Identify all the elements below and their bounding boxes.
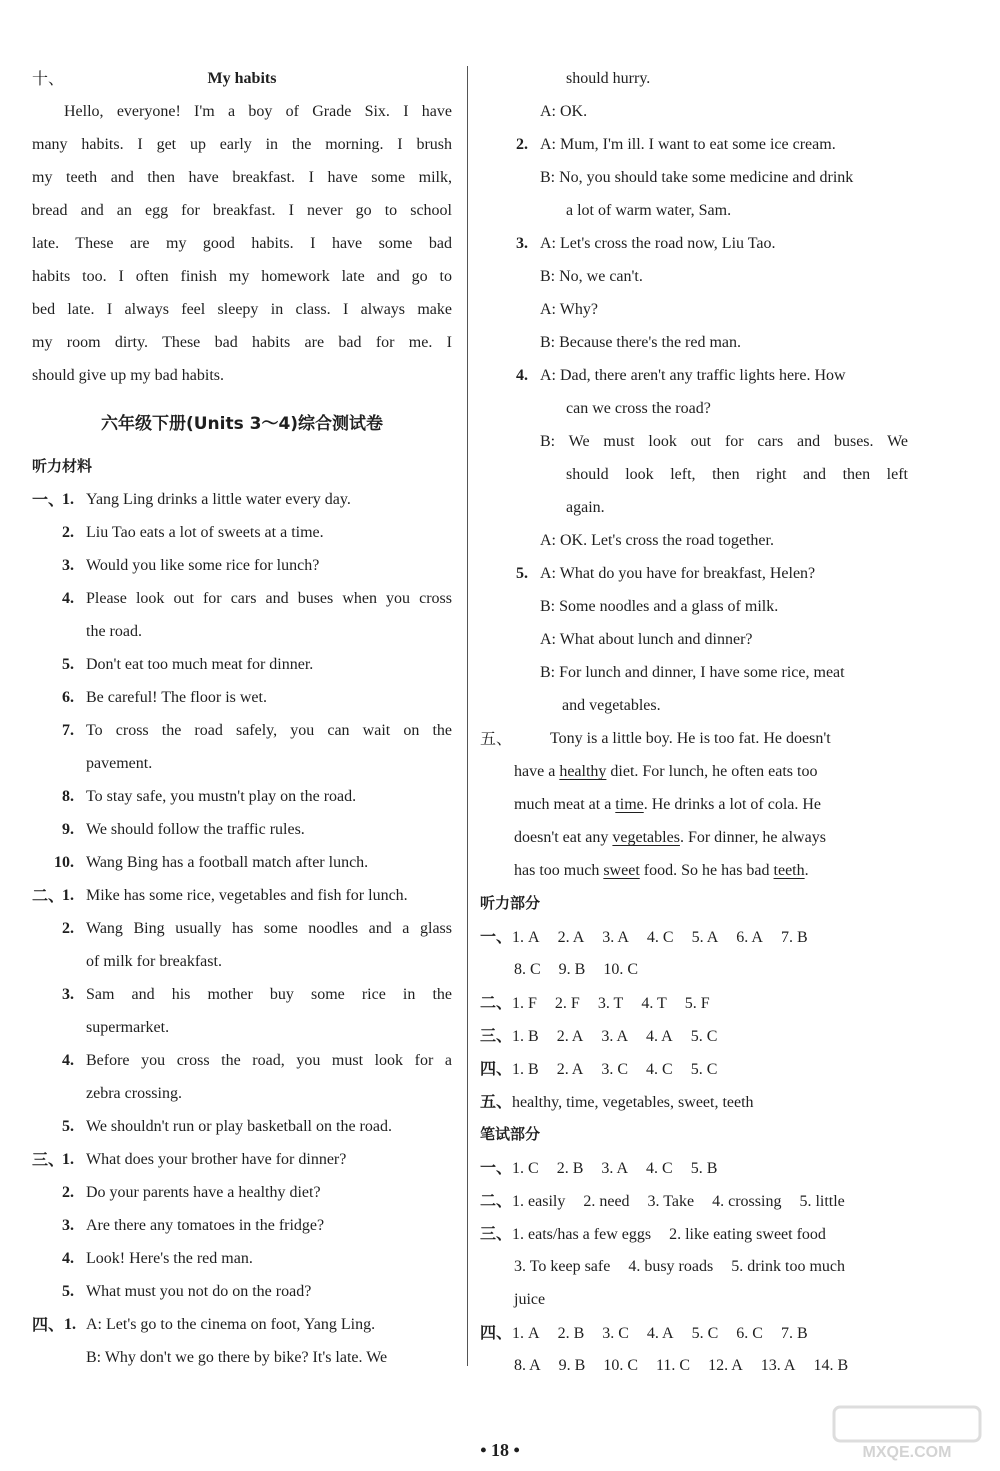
underlined-word: teeth xyxy=(773,862,805,879)
section-marker: 三、 xyxy=(480,1224,513,1243)
answer-row xyxy=(480,920,908,953)
list-item-line xyxy=(32,483,452,516)
answer-item: 5. C xyxy=(690,1061,718,1078)
list-item-line xyxy=(32,1077,452,1110)
list-item-line xyxy=(32,912,452,945)
section-marker: 四、 xyxy=(480,1059,513,1078)
dialog-line: A: OK. xyxy=(540,103,588,120)
answer-item: 4. A xyxy=(646,1325,674,1342)
answer-item: 6. C xyxy=(736,1325,763,1342)
answer-item: 3. A xyxy=(601,1160,629,1177)
essay-line: my room dirty. These bad habits are bad for me. I xyxy=(32,334,452,351)
dialog-line xyxy=(480,227,908,260)
item-text: We should follow the traffic rules. xyxy=(86,821,305,838)
essay-title-row xyxy=(32,62,452,95)
column-divider xyxy=(467,66,468,1366)
item-number: 4. xyxy=(62,1052,74,1069)
answer-row xyxy=(480,1085,908,1118)
answer-item: 2. B xyxy=(556,1160,584,1177)
item-number: 7. xyxy=(62,722,74,739)
passage-text: . For dinner, he always xyxy=(679,829,826,846)
dialog-line: again. xyxy=(566,499,605,516)
item-text: We shouldn't run or play basketball on the road. xyxy=(86,1118,392,1135)
section-marker: 二、 xyxy=(32,886,65,905)
item-text: Be careful! The floor is wet. xyxy=(86,689,267,706)
essay-line: habits too. I often finish my homework late and go to xyxy=(32,268,452,285)
dialog-line: and vegetables. xyxy=(562,697,661,714)
essay-line: bread and an egg for breakfast. I never go to school xyxy=(32,202,452,219)
section-marker: 五、 xyxy=(480,729,513,748)
answer-item: 3. A xyxy=(601,1028,629,1045)
item-text: Don't eat too much meat for dinner. xyxy=(86,656,314,673)
item-text: Yang Ling drinks a little water every day. xyxy=(86,491,351,508)
item-text: Mike has some rice, vegetables and fish for lunch. xyxy=(86,887,408,904)
answer-item: 8. C xyxy=(514,961,541,978)
answer-item: 3. A xyxy=(602,929,629,946)
section-marker: 二、 xyxy=(480,1191,513,1210)
answer-item: 4. T xyxy=(641,995,667,1012)
section-marker: 二、 xyxy=(480,993,513,1012)
answer-item: 2. B xyxy=(557,1325,585,1342)
dialog-text: A: Dad, there aren't any traffic lights here. How xyxy=(540,367,846,384)
dialog-line: B: No, you should take some medicine and drink xyxy=(540,169,854,186)
left-column xyxy=(32,62,452,1374)
dialog-line: B: No, we can't. xyxy=(540,268,643,285)
list-item-line xyxy=(32,1011,452,1044)
dialog-line: B: Why don't we go there by bike? It's late. We xyxy=(86,1349,388,1366)
test-title: 六年级下册(Units 3～4)综合测试卷 xyxy=(100,414,384,434)
answer-group xyxy=(512,1193,863,1210)
essay-line: Hello, everyone! I'm a boy of Grade Six. I have xyxy=(64,103,452,120)
list-item-line xyxy=(32,1242,452,1275)
dialog-text: A: What do you have for breakfast, Helen? xyxy=(540,565,816,582)
passage-text: Tony is a little boy. He is too fat. He doesn't xyxy=(550,730,831,747)
passage-line xyxy=(480,821,908,854)
dialog-line: B: Because there's the red man. xyxy=(540,334,742,351)
essay-line: my teeth and then have breakfast. I have some milk, xyxy=(32,169,452,186)
section-3 xyxy=(32,1143,452,1308)
item-number: 4. xyxy=(62,590,74,607)
list-item-line xyxy=(32,516,452,549)
underlined-word: vegetables xyxy=(612,829,680,846)
answer-item: 2. need xyxy=(583,1193,630,1210)
answer-row xyxy=(480,1052,908,1085)
item-text: What must you not do on the road? xyxy=(86,1283,312,1300)
passage-line xyxy=(480,755,908,788)
item-text: Are there any tomatoes in the fridge? xyxy=(86,1217,325,1234)
dialog-line: A: OK. Let's cross the road together. xyxy=(540,532,774,549)
item-text: What does your brother have for dinner? xyxy=(86,1151,347,1168)
item-number: 3. xyxy=(62,986,74,1003)
answer-group xyxy=(512,1226,844,1243)
answer-row xyxy=(480,1349,908,1382)
item-text: of milk for breakfast. xyxy=(86,953,222,970)
answer-row xyxy=(480,1250,908,1283)
answer-item: 5. little xyxy=(799,1193,845,1210)
item-number: 3. xyxy=(62,557,74,574)
answer-group xyxy=(514,1357,866,1374)
dialog-line: should look left, then right and then left xyxy=(566,466,908,483)
answer-row xyxy=(480,953,908,986)
passage-line xyxy=(480,722,908,755)
dialog-line xyxy=(480,557,908,590)
list-item-line xyxy=(32,1044,452,1077)
answer-item: 4. crossing xyxy=(712,1193,782,1210)
answer-item: 4. C xyxy=(646,1061,673,1078)
item-number: 5. xyxy=(62,656,74,673)
item-number: 5. xyxy=(62,1283,74,1300)
item-text: Do your parents have a healthy diet? xyxy=(86,1184,321,1201)
list-item-line xyxy=(32,714,452,747)
watermark-logo xyxy=(832,1405,982,1461)
item-text: Before you cross the road, you must look for a xyxy=(86,1052,452,1069)
underlined-word: healthy xyxy=(559,763,607,780)
answer-row xyxy=(480,1316,908,1349)
dialog-text: A: Let's go to the cinema on foot, Yang Ling. xyxy=(86,1316,376,1333)
item-number: 2. xyxy=(62,920,74,937)
item-number: 8. xyxy=(62,788,74,805)
answer-item: 8. A xyxy=(514,1357,541,1374)
dialog-line: A: Why? xyxy=(540,301,598,318)
answer-item: 5. A xyxy=(691,929,719,946)
answer-item: 4. C xyxy=(646,929,674,946)
passage-line xyxy=(480,854,908,887)
essay-line: should give up my bad habits. xyxy=(32,367,224,384)
answer-item: 2. F xyxy=(554,995,580,1012)
item-number: 4. xyxy=(516,367,528,384)
answer-item: 7. B xyxy=(780,929,808,946)
section-marker: 一、 xyxy=(480,927,513,946)
answer-item: 5. F xyxy=(684,995,710,1012)
list-item-line xyxy=(32,1275,452,1308)
list-item-line xyxy=(32,780,452,813)
list-item-line xyxy=(32,549,452,582)
passage-text: doesn't eat any xyxy=(514,829,613,846)
answer-item: 2. A xyxy=(557,929,585,946)
listening-part-heading: 听力部分 xyxy=(480,894,541,912)
list-item-line xyxy=(32,615,452,648)
answer-group xyxy=(512,1028,735,1045)
item-text: the road. xyxy=(86,623,142,640)
passage-text: food. So he has bad xyxy=(639,862,774,879)
dialog-line: can we cross the road? xyxy=(566,400,711,417)
answer-item: 7. B xyxy=(780,1325,808,1342)
section-marker: 四、 xyxy=(32,1315,65,1334)
answer-item: 2. A xyxy=(556,1061,584,1078)
answer-item: 6. A xyxy=(736,929,763,946)
item-text: Liu Tao eats a lot of sweets at a time. xyxy=(86,524,324,541)
passage-text: . xyxy=(804,862,809,879)
section-marker: 一、 xyxy=(32,490,65,509)
dialog-line: B: Some noodles and a glass of milk. xyxy=(540,598,779,615)
answer-item: 9. B xyxy=(558,1357,586,1374)
essay-line: bed late. I always feel sleepy in class. I always make xyxy=(32,301,452,318)
answer-row xyxy=(480,1184,908,1217)
item-text: Wang Bing has a football match after lunch. xyxy=(86,854,369,871)
right-column xyxy=(480,62,908,1382)
section-marker: 一、 xyxy=(480,1158,513,1177)
item-text: zebra crossing. xyxy=(86,1085,182,1102)
answer-item: 5. B xyxy=(690,1160,718,1177)
item-number: 3. xyxy=(516,235,528,252)
item-text: Would you like some rice for lunch? xyxy=(86,557,320,574)
answer-group xyxy=(512,1325,826,1342)
answer-item: 1. A xyxy=(512,1325,540,1342)
answer-row xyxy=(480,1019,908,1052)
answer-item: 5. C xyxy=(690,1028,718,1045)
answer-item: 1. B xyxy=(512,1028,539,1045)
answer-item: 10. C xyxy=(603,961,639,978)
section-marker: 四、 xyxy=(480,1323,513,1342)
answer-item: 3. C xyxy=(601,1061,629,1078)
answer-item: 3. C xyxy=(602,1325,629,1342)
item-number: 5. xyxy=(516,565,528,582)
answer-group xyxy=(512,1160,735,1177)
item-number: 2. xyxy=(62,1184,74,1201)
item-text: Look! Here's the red man. xyxy=(86,1250,253,1267)
answer-item: 5. C xyxy=(691,1325,719,1342)
item-text: Please look out for cars and buses when you cross xyxy=(86,590,452,607)
item-number: 1. xyxy=(62,887,74,904)
item-number: 9. xyxy=(62,821,74,838)
listening-material-heading: 听力材料 xyxy=(32,457,93,475)
answer-item: 4. busy roads xyxy=(628,1258,714,1275)
list-item-line xyxy=(32,681,452,714)
item-text: supermarket. xyxy=(86,1019,170,1036)
item-text: To stay safe, you mustn't play on the road. xyxy=(86,788,357,805)
essay-marker: 十、 xyxy=(32,69,65,88)
answer-item: 11. C xyxy=(656,1357,691,1374)
item-number: 6. xyxy=(62,689,74,706)
underlined-word: sweet xyxy=(603,862,640,879)
dialog-line: a lot of warm water, Sam. xyxy=(566,202,732,219)
item-number: 5. xyxy=(62,1118,74,1135)
list-item-line xyxy=(32,1209,452,1242)
list-item-line xyxy=(32,1176,452,1209)
answer-item: 1. easily xyxy=(512,1193,566,1210)
dialog-text: A: Mum, I'm ill. I want to eat some ice cream. xyxy=(540,136,836,153)
item-text: pavement. xyxy=(86,755,153,772)
item-text: Sam and his mother buy some rice in the xyxy=(86,986,452,1003)
passage-text: have a xyxy=(514,763,560,780)
item-number: 10. xyxy=(54,854,74,871)
answer-item: 4. A xyxy=(646,1028,673,1045)
answer-item: 3. To keep safe xyxy=(514,1258,611,1275)
answer-item: 1. eats/has a few eggs xyxy=(512,1226,652,1243)
underlined-word: time xyxy=(615,796,644,813)
passage-text: much meat at a xyxy=(514,796,616,813)
dialog-line: A: What about lunch and dinner? xyxy=(540,631,753,648)
answer-group xyxy=(514,1258,863,1275)
answer-item: 3. Take xyxy=(647,1193,695,1210)
essay-title: My habits xyxy=(207,70,277,87)
section-2 xyxy=(32,879,452,1143)
item-number: 2. xyxy=(516,136,528,153)
item-number: 2. xyxy=(62,524,74,541)
answer-item: 1. A xyxy=(512,929,540,946)
answer-group xyxy=(514,961,656,978)
answer-group xyxy=(512,929,826,946)
list-item-line xyxy=(32,1143,452,1176)
answer-item: 1. F xyxy=(512,995,537,1012)
dialog-line xyxy=(480,128,908,161)
list-item-line xyxy=(32,1110,452,1143)
section-1 xyxy=(32,483,452,879)
essay-line: late. These are my good habits. I have some bad xyxy=(32,235,452,252)
answer-item: 2. like eating sweet food xyxy=(669,1226,826,1243)
passage-line xyxy=(480,788,908,821)
answer-row xyxy=(480,1151,908,1184)
answer-item: 1. B xyxy=(512,1061,539,1078)
dialog-line xyxy=(480,359,908,392)
watermark-text: MXQE.COM xyxy=(862,1444,952,1461)
item-number: 1. xyxy=(62,491,74,508)
section-marker: 三、 xyxy=(32,1150,65,1169)
section-marker: 三、 xyxy=(480,1026,513,1045)
item-number: 3. xyxy=(62,1217,74,1234)
answer-item: 14. B xyxy=(813,1357,849,1374)
essay-line: many habits. I get up early in the morning. I brush xyxy=(32,136,452,153)
dialog-text: A: Let's cross the road now, Liu Tao. xyxy=(540,235,776,252)
item-number: 1. xyxy=(64,1316,76,1333)
dialog-line: should hurry. xyxy=(566,70,651,87)
written-part-heading: 笔试部分 xyxy=(480,1125,541,1143)
answer-row xyxy=(480,986,908,1019)
answer-group xyxy=(512,1061,735,1078)
passage-text: . He drinks a lot of cola. He xyxy=(643,796,822,813)
answer-item: 5. drink too much xyxy=(731,1258,845,1275)
answer-row xyxy=(480,1217,908,1250)
dialog-line: B: For lunch and dinner, I have some rice, meat xyxy=(540,664,845,681)
answer-group xyxy=(512,995,728,1012)
answer-row: juice xyxy=(514,1291,546,1308)
answer-item: 10. C xyxy=(603,1357,639,1374)
item-text: Wang Bing usually has some noodles and a glass xyxy=(86,920,452,937)
answer-item: 9. B xyxy=(558,961,586,978)
answer-item: 2. A xyxy=(556,1028,584,1045)
item-text: To cross the road safely, you can wait on the xyxy=(86,722,452,739)
dialog-line: B: We must look out for cars and buses. We xyxy=(540,433,908,450)
list-item-line xyxy=(32,846,452,879)
item-number: 4. xyxy=(62,1250,74,1267)
list-item-line xyxy=(32,582,452,615)
list-item-line xyxy=(32,648,452,681)
answer-item: 4. C xyxy=(646,1160,673,1177)
dialog-line xyxy=(32,1308,452,1341)
answer-item: 12. A xyxy=(708,1357,743,1374)
list-item-line xyxy=(32,978,452,1011)
section-marker: 五、 xyxy=(480,1092,513,1111)
answer-item: 1. C xyxy=(512,1160,539,1177)
answer-text: healthy, time, vegetables, sweet, teeth xyxy=(512,1094,754,1111)
list-item-line xyxy=(32,945,452,978)
passage-text: has too much xyxy=(514,862,604,879)
passage-text: diet. For lunch, he often eats too xyxy=(606,763,818,780)
page-number: • 18 • xyxy=(480,1440,520,1460)
answer-item: 3. T xyxy=(597,995,624,1012)
list-item-line xyxy=(32,813,452,846)
list-item-line xyxy=(32,747,452,780)
list-item-line xyxy=(32,879,452,912)
item-number: 1. xyxy=(62,1151,74,1168)
answer-item: 13. A xyxy=(760,1357,796,1374)
